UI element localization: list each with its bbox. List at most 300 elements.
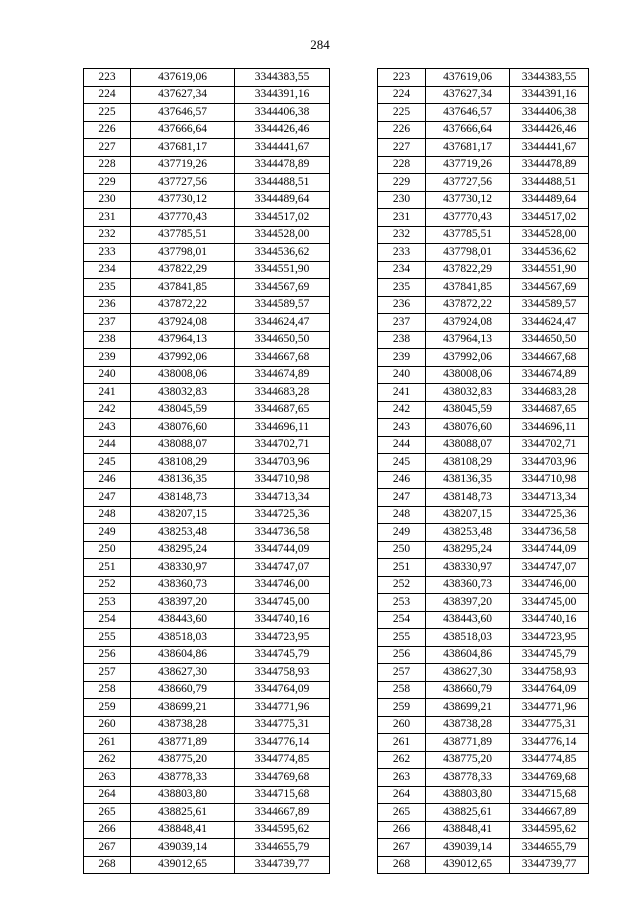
point-number-cell: 266: [378, 821, 426, 839]
point-number-cell: 254: [378, 611, 426, 629]
x-coordinate-cell: 438207,15: [131, 506, 235, 524]
y-coordinate-cell: 3344710,98: [235, 471, 330, 489]
y-coordinate-cell: 3344776,14: [510, 734, 589, 752]
point-number-cell: 265: [84, 804, 131, 822]
y-coordinate-cell: 3344567,69: [235, 279, 330, 297]
table-row: [378, 821, 589, 839]
x-coordinate-cell: 438604,86: [131, 646, 235, 664]
point-number-cell: 232: [378, 226, 426, 244]
point-number-cell: 253: [378, 594, 426, 612]
table-row: [378, 384, 589, 402]
point-number-cell: 227: [378, 139, 426, 157]
y-coordinate-cell: 3344758,93: [235, 664, 330, 682]
x-coordinate-cell: 437822,29: [426, 261, 510, 279]
point-number-cell: 240: [84, 366, 131, 384]
point-number-cell: 264: [378, 786, 426, 804]
y-coordinate-cell: 3344715,68: [510, 786, 589, 804]
table-row: [84, 156, 330, 174]
table-row: [378, 664, 589, 682]
x-coordinate-cell: 437681,17: [131, 139, 235, 157]
x-coordinate-cell: 438088,07: [131, 436, 235, 454]
table-row: [84, 611, 330, 629]
table-row: [378, 261, 589, 279]
x-coordinate-cell: 437627,34: [426, 86, 510, 104]
y-coordinate-cell: 3344667,89: [510, 804, 589, 822]
x-coordinate-cell: 438771,89: [426, 734, 510, 752]
y-coordinate-cell: 3344426,46: [510, 121, 589, 139]
point-number-cell: 254: [84, 611, 131, 629]
table-row: [84, 716, 330, 734]
point-number-cell: 243: [84, 419, 131, 437]
point-number-cell: 234: [378, 261, 426, 279]
table-row: [378, 174, 589, 192]
table-row: [378, 646, 589, 664]
table-row: [378, 349, 589, 367]
point-number-cell: 230: [378, 191, 426, 209]
x-coordinate-cell: 438148,73: [131, 489, 235, 507]
x-coordinate-cell: 438207,15: [426, 506, 510, 524]
point-number-cell: 250: [378, 541, 426, 559]
x-coordinate-cell: 437822,29: [131, 261, 235, 279]
table-row: [84, 786, 330, 804]
table-row: [84, 559, 330, 577]
point-number-cell: 252: [84, 576, 131, 594]
point-number-cell: 258: [378, 681, 426, 699]
point-number-cell: 263: [378, 769, 426, 787]
x-coordinate-cell: 437964,13: [426, 331, 510, 349]
table-row: [84, 506, 330, 524]
x-coordinate-cell: 438032,83: [426, 384, 510, 402]
y-coordinate-cell: 3344764,09: [510, 681, 589, 699]
x-coordinate-cell: 438518,03: [426, 629, 510, 647]
y-coordinate-cell: 3344745,79: [235, 646, 330, 664]
x-coordinate-cell: 438330,97: [131, 559, 235, 577]
table-row: [378, 681, 589, 699]
table-row: [84, 699, 330, 717]
point-number-cell: 235: [378, 279, 426, 297]
point-number-cell: 262: [378, 751, 426, 769]
y-coordinate-cell: 3344551,90: [510, 261, 589, 279]
y-coordinate-cell: 3344769,68: [510, 769, 589, 787]
table-row: [378, 104, 589, 122]
table-row: [378, 244, 589, 262]
table-row: [84, 664, 330, 682]
point-number-cell: 256: [378, 646, 426, 664]
y-coordinate-cell: 3344489,64: [510, 191, 589, 209]
point-number-cell: 261: [84, 734, 131, 752]
x-coordinate-cell: 438136,35: [131, 471, 235, 489]
point-number-cell: 251: [84, 559, 131, 577]
y-coordinate-cell: 3344715,68: [235, 786, 330, 804]
x-coordinate-cell: 438699,21: [426, 699, 510, 717]
y-coordinate-cell: 3344736,58: [235, 524, 330, 542]
table-row: [84, 296, 330, 314]
y-coordinate-cell: 3344764,09: [235, 681, 330, 699]
x-coordinate-cell: 438660,79: [131, 681, 235, 699]
x-coordinate-cell: 437719,26: [131, 156, 235, 174]
x-coordinate-cell: 437841,85: [426, 279, 510, 297]
point-number-cell: 250: [84, 541, 131, 559]
coordinates-table-right: [377, 68, 589, 874]
x-coordinate-cell: 438253,48: [131, 524, 235, 542]
y-coordinate-cell: 3344758,93: [510, 664, 589, 682]
x-coordinate-cell: 437841,85: [131, 279, 235, 297]
y-coordinate-cell: 3344391,16: [235, 86, 330, 104]
table-row: [378, 436, 589, 454]
y-coordinate-cell: 3344739,77: [510, 856, 589, 874]
x-coordinate-cell: 438825,61: [426, 804, 510, 822]
table-row: [378, 576, 589, 594]
y-coordinate-cell: 3344774,85: [510, 751, 589, 769]
x-coordinate-cell: 438803,80: [426, 786, 510, 804]
point-number-cell: 247: [84, 489, 131, 507]
y-coordinate-cell: 3344702,71: [510, 436, 589, 454]
y-coordinate-cell: 3344488,51: [235, 174, 330, 192]
y-coordinate-cell: 3344710,98: [510, 471, 589, 489]
table-row: [84, 524, 330, 542]
table-row: [378, 454, 589, 472]
table-row: [378, 471, 589, 489]
y-coordinate-cell: 3344723,95: [235, 629, 330, 647]
x-coordinate-cell: 437727,56: [426, 174, 510, 192]
y-coordinate-cell: 3344383,55: [510, 69, 589, 87]
y-coordinate-cell: 3344528,00: [235, 226, 330, 244]
x-coordinate-cell: 438778,33: [426, 769, 510, 787]
x-coordinate-cell: 438775,20: [131, 751, 235, 769]
table-row: [378, 629, 589, 647]
point-number-cell: 223: [84, 69, 131, 87]
point-number-cell: 245: [378, 454, 426, 472]
y-coordinate-cell: 3344667,68: [235, 349, 330, 367]
x-coordinate-cell: 438076,60: [426, 419, 510, 437]
point-number-cell: 227: [84, 139, 131, 157]
y-coordinate-cell: 3344441,67: [510, 139, 589, 157]
x-coordinate-cell: 438330,97: [426, 559, 510, 577]
y-coordinate-cell: 3344771,96: [235, 699, 330, 717]
point-number-cell: 226: [84, 121, 131, 139]
point-number-cell: 246: [378, 471, 426, 489]
y-coordinate-cell: 3344624,47: [235, 314, 330, 332]
y-coordinate-cell: 3344426,46: [235, 121, 330, 139]
table-row: [84, 804, 330, 822]
table-row: [84, 594, 330, 612]
point-number-cell: 239: [84, 349, 131, 367]
y-coordinate-cell: 3344774,85: [235, 751, 330, 769]
x-coordinate-cell: 438360,73: [131, 576, 235, 594]
point-number-cell: 244: [84, 436, 131, 454]
y-coordinate-cell: 3344687,65: [510, 401, 589, 419]
x-coordinate-cell: 438848,41: [426, 821, 510, 839]
x-coordinate-cell: 437730,12: [131, 191, 235, 209]
x-coordinate-cell: 437770,43: [426, 209, 510, 227]
x-coordinate-cell: 438604,86: [426, 646, 510, 664]
point-number-cell: 265: [378, 804, 426, 822]
y-coordinate-cell: 3344441,67: [235, 139, 330, 157]
y-coordinate-cell: 3344391,16: [510, 86, 589, 104]
x-coordinate-cell: 438627,30: [426, 664, 510, 682]
x-coordinate-cell: 437666,64: [131, 121, 235, 139]
table-row: [84, 366, 330, 384]
table-row: [84, 576, 330, 594]
point-number-cell: 252: [378, 576, 426, 594]
y-coordinate-cell: 3344746,00: [235, 576, 330, 594]
table-row: [378, 156, 589, 174]
point-number-cell: 226: [378, 121, 426, 139]
x-coordinate-cell: 438397,20: [131, 594, 235, 612]
point-number-cell: 248: [378, 506, 426, 524]
table-row: [378, 314, 589, 332]
y-coordinate-cell: 3344595,62: [235, 821, 330, 839]
point-number-cell: 242: [378, 401, 426, 419]
table-row: [378, 69, 589, 87]
y-coordinate-cell: 3344744,09: [235, 541, 330, 559]
point-number-cell: 228: [378, 156, 426, 174]
point-number-cell: 231: [84, 209, 131, 227]
y-coordinate-cell: 3344489,64: [235, 191, 330, 209]
point-number-cell: 231: [378, 209, 426, 227]
table-row: [84, 751, 330, 769]
y-coordinate-cell: 3344745,00: [235, 594, 330, 612]
x-coordinate-cell: 438443,60: [131, 611, 235, 629]
table-row: [378, 839, 589, 857]
x-coordinate-cell: 437798,01: [426, 244, 510, 262]
y-coordinate-cell: 3344723,95: [510, 629, 589, 647]
point-number-cell: 244: [378, 436, 426, 454]
table-row: [84, 244, 330, 262]
x-coordinate-cell: 438738,28: [426, 716, 510, 734]
table-row: [84, 349, 330, 367]
y-coordinate-cell: 3344703,96: [510, 454, 589, 472]
point-number-cell: 232: [84, 226, 131, 244]
table-row: [378, 226, 589, 244]
y-coordinate-cell: 3344683,28: [510, 384, 589, 402]
x-coordinate-cell: 437964,13: [131, 331, 235, 349]
x-coordinate-cell: 437646,57: [426, 104, 510, 122]
x-coordinate-cell: 437646,57: [131, 104, 235, 122]
point-number-cell: 225: [378, 104, 426, 122]
table-row: [378, 594, 589, 612]
x-coordinate-cell: 438660,79: [426, 681, 510, 699]
x-coordinate-cell: 438045,59: [426, 401, 510, 419]
table-row: [84, 279, 330, 297]
y-coordinate-cell: 3344740,16: [235, 611, 330, 629]
y-coordinate-cell: 3344536,62: [510, 244, 589, 262]
x-coordinate-cell: 438045,59: [131, 401, 235, 419]
y-coordinate-cell: 3344687,65: [235, 401, 330, 419]
table-row: [378, 506, 589, 524]
point-number-cell: 259: [378, 699, 426, 717]
y-coordinate-cell: 3344725,36: [510, 506, 589, 524]
point-number-cell: 241: [378, 384, 426, 402]
table-row: [84, 174, 330, 192]
x-coordinate-cell: 437872,22: [131, 296, 235, 314]
point-number-cell: 238: [84, 331, 131, 349]
table-row: [378, 86, 589, 104]
table-row: [84, 331, 330, 349]
x-coordinate-cell: 437619,06: [131, 69, 235, 87]
x-coordinate-cell: 439039,14: [426, 839, 510, 857]
table-row: [378, 751, 589, 769]
point-number-cell: 229: [84, 174, 131, 192]
point-number-cell: 251: [378, 559, 426, 577]
x-coordinate-cell: 439012,65: [426, 856, 510, 874]
point-number-cell: 267: [378, 839, 426, 857]
point-number-cell: 257: [378, 664, 426, 682]
x-coordinate-cell: 438108,29: [426, 454, 510, 472]
y-coordinate-cell: 3344775,31: [510, 716, 589, 734]
table-row: [84, 856, 330, 874]
x-coordinate-cell: 438443,60: [426, 611, 510, 629]
x-coordinate-cell: 438627,30: [131, 664, 235, 682]
table-row: [378, 401, 589, 419]
table-row: [84, 646, 330, 664]
x-coordinate-cell: 437992,06: [426, 349, 510, 367]
point-number-cell: 249: [84, 524, 131, 542]
table-row: [84, 209, 330, 227]
x-coordinate-cell: 438295,24: [131, 541, 235, 559]
y-coordinate-cell: 3344478,89: [510, 156, 589, 174]
table-row: [378, 856, 589, 874]
x-coordinate-cell: 438775,20: [426, 751, 510, 769]
y-coordinate-cell: 3344740,16: [510, 611, 589, 629]
x-coordinate-cell: 438295,24: [426, 541, 510, 559]
table-row: [378, 541, 589, 559]
y-coordinate-cell: 3344725,36: [235, 506, 330, 524]
table-row: [378, 279, 589, 297]
point-number-cell: 247: [378, 489, 426, 507]
point-number-cell: 223: [378, 69, 426, 87]
y-coordinate-cell: 3344655,79: [510, 839, 589, 857]
table-row: [84, 629, 330, 647]
table-row: [378, 559, 589, 577]
point-number-cell: 266: [84, 821, 131, 839]
table-row: [378, 331, 589, 349]
table-row: [84, 401, 330, 419]
table-row: [84, 471, 330, 489]
y-coordinate-cell: 3344703,96: [235, 454, 330, 472]
page-number: 284: [310, 37, 330, 52]
table-row: [378, 489, 589, 507]
x-coordinate-cell: 437785,51: [426, 226, 510, 244]
x-coordinate-cell: 437627,34: [131, 86, 235, 104]
y-coordinate-cell: 3344747,07: [235, 559, 330, 577]
x-coordinate-cell: 439039,14: [131, 839, 235, 857]
table-row: [378, 419, 589, 437]
x-coordinate-cell: 439012,65: [131, 856, 235, 874]
point-number-cell: 234: [84, 261, 131, 279]
point-number-cell: 242: [84, 401, 131, 419]
point-number-cell: 257: [84, 664, 131, 682]
x-coordinate-cell: 437619,06: [426, 69, 510, 87]
y-coordinate-cell: 3344551,90: [235, 261, 330, 279]
point-number-cell: 260: [378, 716, 426, 734]
y-coordinate-cell: 3344567,69: [510, 279, 589, 297]
table-row: [84, 541, 330, 559]
point-number-cell: 259: [84, 699, 131, 717]
y-coordinate-cell: 3344528,00: [510, 226, 589, 244]
point-number-cell: 245: [84, 454, 131, 472]
y-coordinate-cell: 3344702,71: [235, 436, 330, 454]
x-coordinate-cell: 438778,33: [131, 769, 235, 787]
coordinates-table-left: [83, 68, 330, 874]
point-number-cell: 260: [84, 716, 131, 734]
y-coordinate-cell: 3344739,77: [235, 856, 330, 874]
y-coordinate-cell: 3344650,50: [510, 331, 589, 349]
x-coordinate-cell: 437992,06: [131, 349, 235, 367]
x-coordinate-cell: 437872,22: [426, 296, 510, 314]
table-row: [378, 191, 589, 209]
point-number-cell: 267: [84, 839, 131, 857]
table-row: [378, 121, 589, 139]
table-row: [84, 734, 330, 752]
y-coordinate-cell: 3344713,34: [235, 489, 330, 507]
x-coordinate-cell: 438076,60: [131, 419, 235, 437]
y-coordinate-cell: 3344696,11: [235, 419, 330, 437]
y-coordinate-cell: 3344383,55: [235, 69, 330, 87]
y-coordinate-cell: 3344745,00: [510, 594, 589, 612]
table-row: [378, 611, 589, 629]
y-coordinate-cell: 3344674,89: [235, 366, 330, 384]
table-row: [84, 261, 330, 279]
x-coordinate-cell: 438848,41: [131, 821, 235, 839]
point-number-cell: 237: [378, 314, 426, 332]
table-row: [84, 436, 330, 454]
y-coordinate-cell: 3344696,11: [510, 419, 589, 437]
point-number-cell: 236: [84, 296, 131, 314]
table-row: [378, 366, 589, 384]
point-number-cell: 229: [378, 174, 426, 192]
point-number-cell: 243: [378, 419, 426, 437]
table-row: [84, 121, 330, 139]
x-coordinate-cell: 438738,28: [131, 716, 235, 734]
y-coordinate-cell: 3344589,57: [235, 296, 330, 314]
point-number-cell: 228: [84, 156, 131, 174]
table-row: [378, 786, 589, 804]
y-coordinate-cell: 3344674,89: [510, 366, 589, 384]
y-coordinate-cell: 3344406,38: [235, 104, 330, 122]
x-coordinate-cell: 438360,73: [426, 576, 510, 594]
point-number-cell: 238: [378, 331, 426, 349]
table-row: [378, 734, 589, 752]
table-row: [84, 104, 330, 122]
point-number-cell: 235: [84, 279, 131, 297]
point-number-cell: 241: [84, 384, 131, 402]
point-number-cell: 253: [84, 594, 131, 612]
point-number-cell: 240: [378, 366, 426, 384]
y-coordinate-cell: 3344517,02: [235, 209, 330, 227]
x-coordinate-cell: 438148,73: [426, 489, 510, 507]
y-coordinate-cell: 3344769,68: [235, 769, 330, 787]
point-number-cell: 230: [84, 191, 131, 209]
x-coordinate-cell: 438108,29: [131, 454, 235, 472]
table-row: [378, 296, 589, 314]
y-coordinate-cell: 3344655,79: [235, 839, 330, 857]
point-number-cell: 249: [378, 524, 426, 542]
x-coordinate-cell: 437730,12: [426, 191, 510, 209]
point-number-cell: 268: [84, 856, 131, 874]
y-coordinate-cell: 3344683,28: [235, 384, 330, 402]
x-coordinate-cell: 438397,20: [426, 594, 510, 612]
y-coordinate-cell: 3344667,89: [235, 804, 330, 822]
y-coordinate-cell: 3344744,09: [510, 541, 589, 559]
table-row: [84, 839, 330, 857]
table-row: [84, 681, 330, 699]
point-number-cell: 264: [84, 786, 131, 804]
x-coordinate-cell: 438518,03: [131, 629, 235, 647]
x-coordinate-cell: 438825,61: [131, 804, 235, 822]
x-coordinate-cell: 437924,08: [131, 314, 235, 332]
table-row: [84, 191, 330, 209]
